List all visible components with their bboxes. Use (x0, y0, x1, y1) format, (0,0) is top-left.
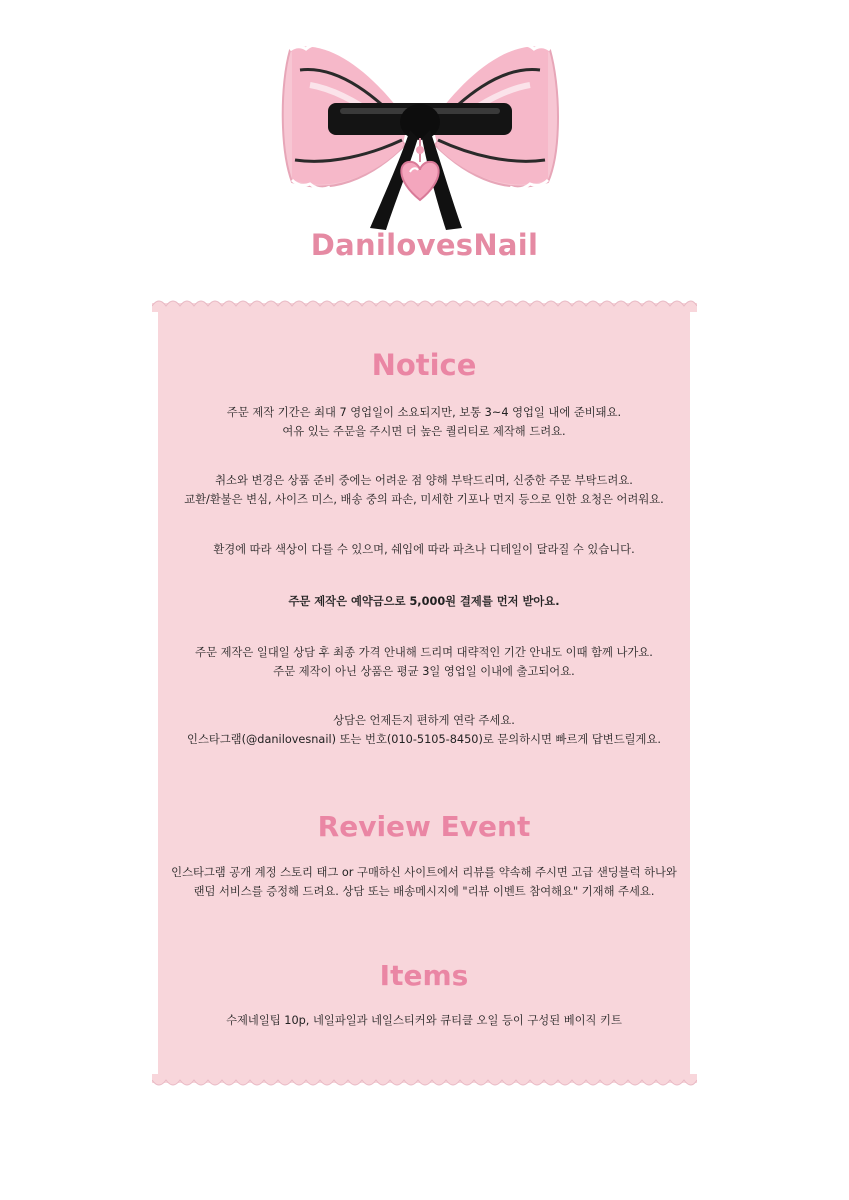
notice-line: 취소와 변경은 상품 준비 중에는 어려운 점 양해 부탁드리며, 신중한 주문 부탁드려요. (215, 474, 633, 487)
notice-line: 상담은 언제든지 편하게 연락 주세요. (333, 714, 515, 727)
notice-paragraph (158, 711, 690, 749)
lace-border-bottom (152, 1074, 697, 1092)
notice-line: 주문 제작은 예약금으로 5,000원 결제를 먼저 받아요. (288, 595, 560, 608)
brand-name: DanilovesNail (310, 228, 539, 262)
notice-paragraph (158, 643, 690, 681)
review-line: 랜덤 서비스를 증정해 드려요. 상담 또는 배송메시지에 "리뷰 이벤트 참여해요" 기재해 주세요. (193, 885, 655, 898)
notice-line: 환경에 따라 색상이 다를 수 있으며, 쉐입에 따라 파츠나 디테일이 달라질 수 있습니다. (213, 543, 635, 556)
notice-paragraph (158, 471, 690, 509)
items-line: 수제네일팁 10p, 네일파일과 네일스티커와 큐티클 오일 등이 구성된 베이직 키트 (226, 1014, 622, 1027)
notice-paragraph (158, 403, 690, 441)
bow-illustration (270, 30, 570, 235)
notice-paragraph-highlight (158, 592, 690, 611)
notice-line: 여유 있는 주문을 주시면 더 높은 퀄리티로 제작해 드려요. (282, 425, 566, 438)
review-line: 인스타그램 공개 계정 스토리 태그 or 구매하신 사이트에서 리뷰를 약속해 주시면 고급 샌딩블럭 하나와 (171, 866, 677, 879)
items-paragraph (158, 1011, 690, 1030)
notice-line: 인스타그램(@danilovesnail) 또는 번호(010-5105-8450)로 문의하시면 빠르게 답변드릴게요. (187, 733, 661, 746)
notice-paragraph (158, 540, 690, 559)
notice-title: Notice (371, 348, 477, 382)
review-paragraph (158, 863, 690, 901)
items-title: Items (379, 959, 469, 992)
lace-border-top (152, 294, 697, 312)
notice-line: 주문 제작은 일대일 상담 후 최종 가격 안내해 드리며 대략적인 기간 안내도 이때 함께 나가요. (195, 646, 653, 659)
logo-area (0, 0, 849, 280)
notice-line: 주문 제작 기간은 최대 7 영업일이 소요되지만, 보통 3~4 영업일 내에 준비돼요. (226, 406, 622, 419)
heart-charm-icon (401, 162, 438, 200)
notice-line: 교환/환불은 변심, 사이즈 미스, 배송 중의 파손, 미세한 기포나 먼지 등으로 인한 요청은 어려워요. (184, 493, 664, 506)
review-title: Review Event (317, 810, 531, 843)
notice-line: 주문 제작이 아닌 상품은 평균 3일 영업일 이내에 출고되어요. (273, 665, 575, 678)
